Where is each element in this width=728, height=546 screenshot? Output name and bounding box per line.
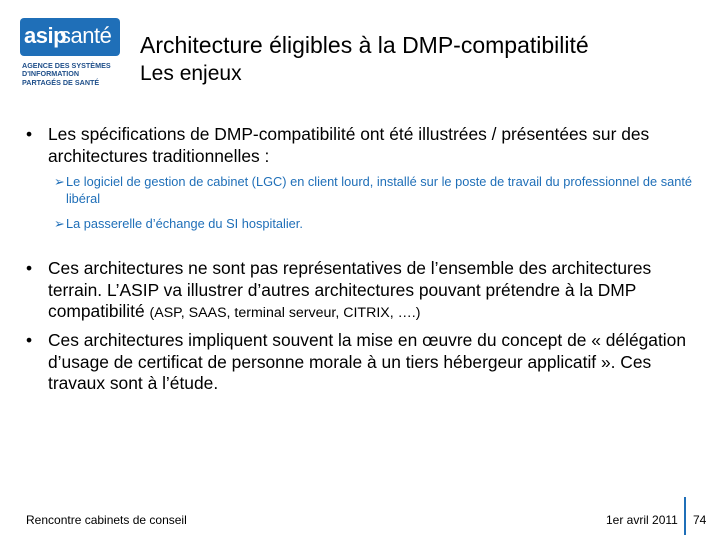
slide-subtitle: Les enjeux	[140, 62, 242, 85]
logo-subtitle-line: D'INFORMATION	[22, 69, 80, 79]
footer-event: Rencontre cabinets de conseil	[26, 513, 187, 527]
asip-sante-logo	[20, 18, 120, 108]
sub-bullet-text: Le logiciel de gestion de cabinet (LGC) en client lourd, installé sur le poste de travail du professionnel de santé libéral	[66, 174, 692, 206]
page-number: 74	[693, 513, 707, 527]
bullet-text	[48, 258, 708, 325]
arrow-bullet-icon: ➢	[54, 174, 65, 189]
bullet-dot-icon: •	[26, 330, 33, 350]
footer-separator	[684, 497, 686, 535]
logo-subtitle-line: AGENCE DES SYSTÈMES	[22, 61, 111, 70]
footer-date: 1er avril 2011	[606, 513, 678, 527]
bullet-text-examples: (ASP, SAAS, terminal serveur, CITRIX, ….)	[149, 305, 421, 321]
logo-subtitle	[22, 62, 122, 87]
bullet-dot-icon: •	[26, 258, 33, 278]
arrow-bullet-icon: ➢	[54, 216, 65, 231]
slide-title: Architecture éligibles à la DMP-compatibilité	[140, 32, 589, 58]
bullet-text-main: Ces architectures ne sont pas représentatives de l’ensemble des architectures terrain. L’ASIP va illustrer d’autres architectures pouvant prétendre à la DMP compatibilité	[48, 258, 652, 321]
sub-bullet-text: La passerelle d’échange du SI hospitalier.	[66, 216, 303, 231]
bullet-text: Les spécifications de DMP-compatibilité ont été illustrées / présentées sur des architectures traditionnelles :	[48, 124, 650, 166]
logo-subtitle-line: PARTAGÉS DE SANTÉ	[22, 77, 100, 87]
logo-brand-bold: asip	[24, 23, 67, 48]
logo-brand-light: santé	[60, 23, 112, 48]
bullet-dot-icon: •	[26, 124, 33, 144]
bullet-text: Ces architectures impliquent souvent la mise en œuvre du concept de « délégation d’usage de certificat de personne morale à un tiers hébergeur applicatif ». Ces travaux sont à l’étude.	[48, 330, 687, 393]
logo-badge	[20, 18, 120, 56]
